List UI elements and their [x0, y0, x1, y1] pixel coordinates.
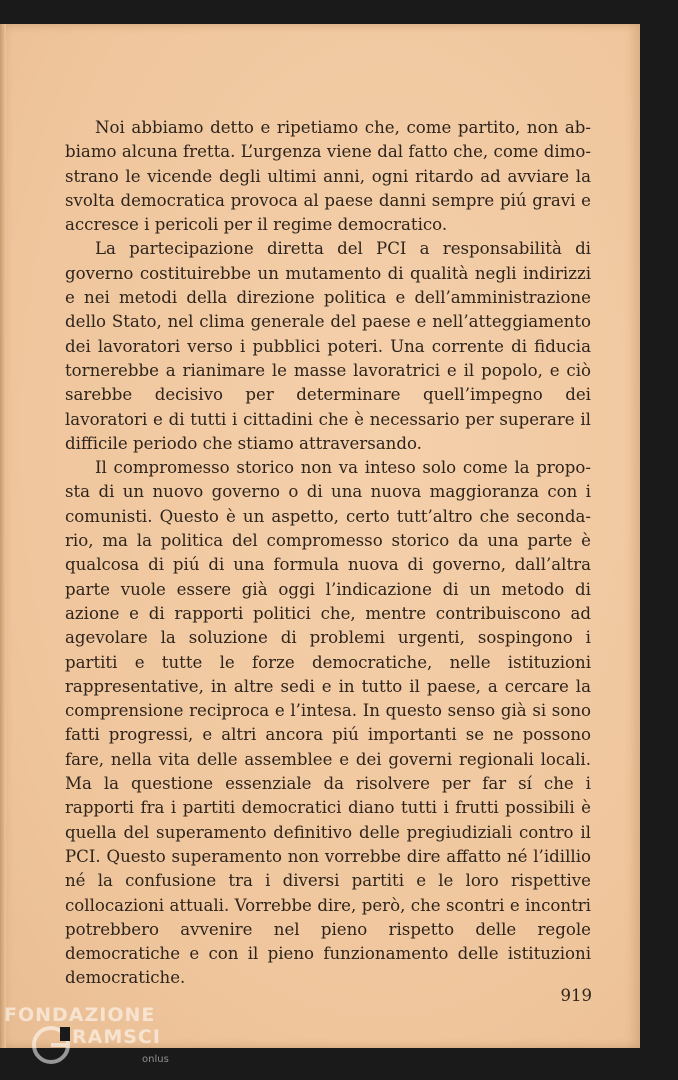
paragraph-1: Noi abbiamo detto e ripetiamo che, come partito, non abbiamo alcuna fretta. L’urgenza viene dal fatto che, come dimostrano le vicende degli ultimi anni, ogni ritardo ad avviare la svolta democratica provoca al paese danni sempre piú gravi e accresce i pericoli per il regime democratico.: [65, 118, 591, 235]
watermark-suffix: onlus: [142, 1054, 169, 1065]
watermark-line1: FONDAZIONE: [4, 1004, 156, 1026]
watermark-line2: RAMSCI: [72, 1026, 161, 1048]
page-binding-edge: [0, 24, 6, 1048]
paragraph-3: Il compromesso storico non va inteso solo come la proposta di un nuovo governo o di una nuova maggioranza con i comunisti. Questo è un aspetto, certo tutt’altro che secondario, ma la politica del compromesso storico da una parte è qualcosa di piú di una formula nuova di governo, dall’altra parte vuole essere già oggi l’indicazione di un metodo di azione e di rapporti politici che, mentre contribuiscono ad agevolare la soluzione di problemi urgenti, sospingono i partiti e tutte le forze democratiche, nelle istituzioni rappresentative, in altre sedi e in tutto il paese, a cercare la comprensione reciproca e l’intesa. In questo senso già si sono fatti progressi, e altri ancora piú importanti se ne possono fare, nella vita delle assemblee e dei governi regionali locali. Ma la questione essenziale da risolvere per far sí che i rapporti fra i partiti democratici diano tutti i frutti possibili è quella del superamento definitivo delle pregiudiziali contro il PCI. Questo superamento non vorrebbe dire affatto né l’idillio né la confusione tra i diversi partiti e le loro rispettive collocazioni attuali. Vorrebbe dire, però, che scontri e incontri potrebbero avvenire nel pieno rispetto delle regole democratiche e con il pieno funzionamento delle istituzioni democratiche.: [65, 458, 591, 988]
page-number: 919: [560, 986, 592, 1005]
watermark-logo: [4, 1004, 184, 1076]
gramsci-g-icon: [30, 1024, 72, 1066]
paragraph-2: La partecipazione diretta del PCI a responsabilità di governo costituirebbe un mutamento di qualità negli indirizzi e nei metodi della direzione politica e dell’amministrazione dello Stato, nel clima generale del paese e nell’atteggiamento dei lavoratori verso i pubblici poteri. Una corrente di fiducia tornerebbe a rianimare le masse lavoratrici e il popolo, e ciò sarebbe decisivo per determinare quell’impegno dei lavoratori e di tutti i cittadini che è necessario per superare il difficile periodo che stiamo attraversando.: [65, 239, 591, 453]
body-text: [65, 116, 591, 991]
